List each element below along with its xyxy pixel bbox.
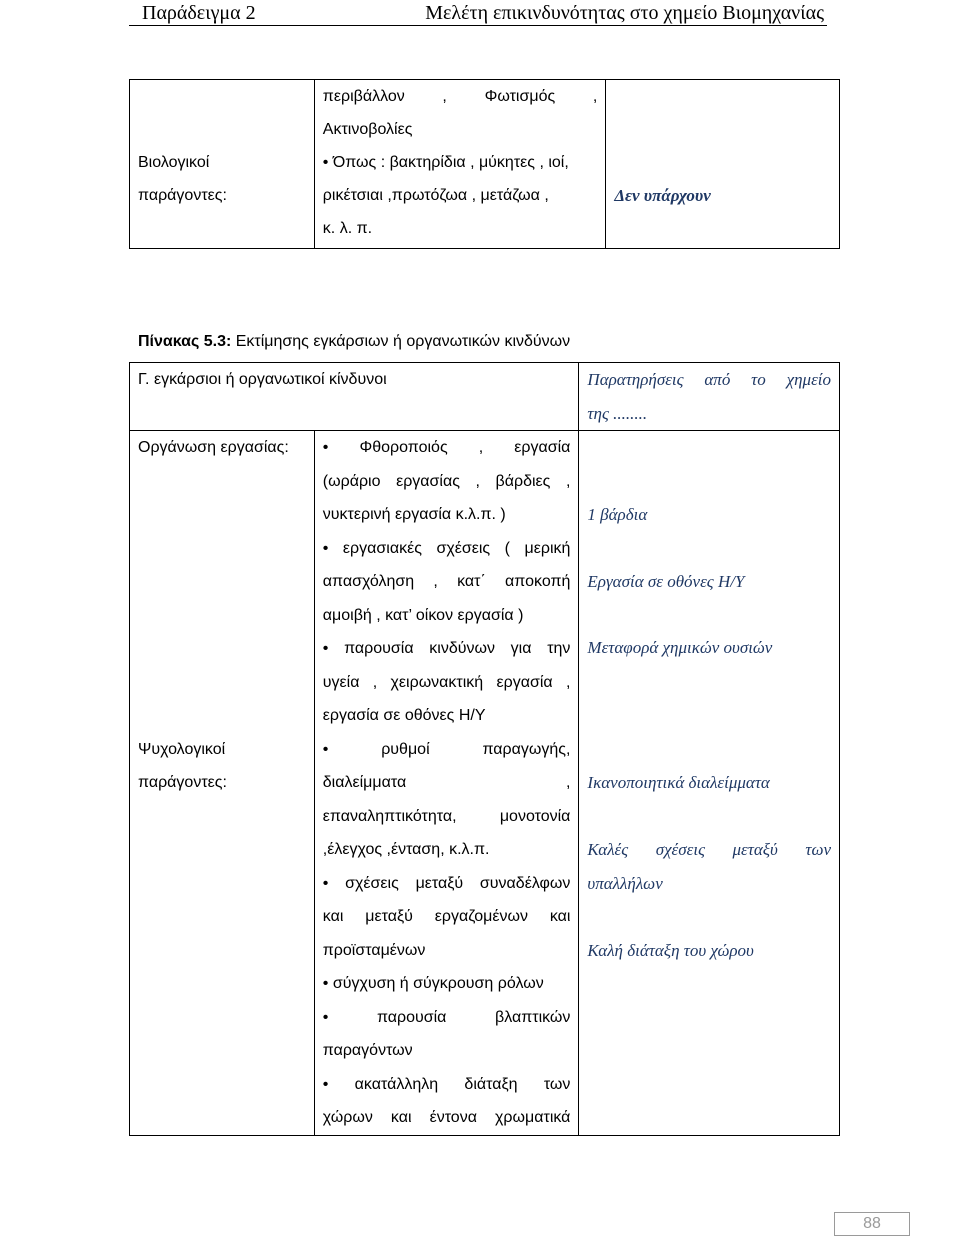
- env-line-2: Ακτινοβολίες: [322, 121, 413, 138]
- org-table-header-right: [579, 363, 840, 431]
- org-remark-cell: [579, 431, 840, 733]
- bio-label-cell: [130, 146, 315, 248]
- psy-line-12: χώρων και έντονα χρωματικά: [322, 1109, 571, 1126]
- header-left: Παράδειγμα 2: [142, 2, 256, 24]
- bio-desc-line-2: ρικέτσιαι ,πρωτόζωα , μετάζωα ,: [322, 187, 549, 204]
- org-desc-cell: [314, 431, 579, 733]
- psy-line-7: προϊσταμένων: [322, 941, 426, 959]
- org-line-1: • Φθοροποιός , εργασία: [322, 439, 571, 456]
- org-line-4: • εργασιακές σχέσεις ( μερική: [322, 539, 571, 557]
- bio-empty-cell-top: [130, 80, 315, 147]
- org-header-right-line-2: της ........: [587, 403, 648, 423]
- bio-label-line-1: Βιολογικοί: [138, 154, 210, 171]
- org-table-header-left: [130, 363, 579, 431]
- header-rule: [129, 25, 827, 26]
- bio-remark-cell: [606, 146, 840, 248]
- psy-line-3: επαναληπτικότητα, μονοτονία: [322, 807, 571, 825]
- org-line-2: (ωράριο εργασίας , βάρδιες ,: [322, 472, 571, 490]
- header-right: Μελέτη επικινδυνότητας στο χημείο Βιομηχανίας: [425, 2, 824, 24]
- bio-table: [129, 79, 840, 249]
- org-remark-1: 1 βάρδια: [587, 505, 648, 524]
- org-remark-2: Εργασία σε οθόνες Η/Υ: [587, 571, 745, 591]
- psy-label-line-2: παράγοντες:: [138, 774, 227, 791]
- org-label-cell: [130, 431, 315, 733]
- bio-remark: Δεν υπάρχουν: [614, 186, 711, 205]
- psy-line-4: ,έλεγχος ,ένταση, κ.λ.π.: [322, 841, 490, 858]
- psy-remark-1: Ικανοποιητικά διαλείμματα: [587, 773, 770, 792]
- table-caption: [138, 328, 570, 356]
- bio-desc-cell: [314, 146, 606, 248]
- psy-remark-cell: [579, 733, 840, 1136]
- env-remark-cell: [606, 80, 840, 147]
- psy-remark-3: υπαλλήλων: [587, 873, 663, 893]
- bio-desc-line-3: κ. λ. π.: [322, 220, 373, 237]
- env-cell: [314, 80, 606, 147]
- env-line-1: περιβάλλον , Φωτισμός ,: [322, 88, 598, 105]
- page-number: 88: [834, 1212, 910, 1236]
- caption-text: Εκτίμησης εγκάρσιων ή οργανωτικών κινδύνων: [231, 333, 571, 350]
- psy-line-9: • παρουσία βλαπτικών: [322, 1008, 571, 1026]
- org-table: [129, 362, 840, 1136]
- psy-desc-cell: [314, 733, 579, 1136]
- psy-remark-4: Καλή διάταξη του χώρου: [587, 940, 754, 960]
- bio-label-line-2: παράγοντες:: [138, 187, 227, 204]
- psy-line-6: και μεταξύ εργαζομένων και: [322, 908, 571, 925]
- org-header-right-line-1: Παρατηρήσεις από το χημείο: [587, 370, 831, 389]
- psy-label-line-1: Ψυχολογικοί: [138, 740, 226, 758]
- org-line-8: υγεία , χειρωνακτική εργασία ,: [322, 673, 571, 691]
- org-remark-3: Μεταφορά χημικών ουσιών: [587, 638, 773, 657]
- psy-line-10: παραγόντων: [322, 1042, 413, 1059]
- psy-line-1: • ρυθμοί παραγωγής,: [322, 740, 571, 758]
- psy-line-2: διαλείμματα ,: [322, 774, 571, 791]
- org-line-3: νυκτερινή εργασία κ.λ.π. ): [322, 506, 506, 523]
- org-line-5: απασχόληση , κατ΄ αποκοπή: [322, 573, 571, 590]
- psy-line-8: • σύγχυση ή σύγκρουση ρόλων: [322, 975, 544, 992]
- psy-line-5: • σχέσεις μεταξύ συναδέλφων: [322, 874, 571, 892]
- psy-remark-2: Καλές σχέσεις μεταξύ των: [587, 840, 831, 859]
- psy-line-11: • ακατάλληλη διάταξη των: [322, 1075, 571, 1093]
- org-label: Οργάνωση εργασίας:: [138, 439, 289, 456]
- psy-label-cell: [130, 733, 315, 1136]
- org-line-9: εργασία σε οθόνες Η/Υ: [322, 707, 486, 724]
- bio-desc-line-1: • Όπως : βακτηρίδια , μύκητες , ιοί,: [322, 154, 569, 171]
- caption-prefix: Πίνακας 5.3:: [138, 333, 232, 350]
- org-header-left-text: Γ. εγκάρσιοι ή οργανωτικοί κίνδυνοι: [138, 371, 387, 388]
- org-line-7: • παρουσία κινδύνων για την: [322, 640, 571, 657]
- org-line-6: αμοιβή , κατ’ οίκον εργασία ): [322, 606, 524, 624]
